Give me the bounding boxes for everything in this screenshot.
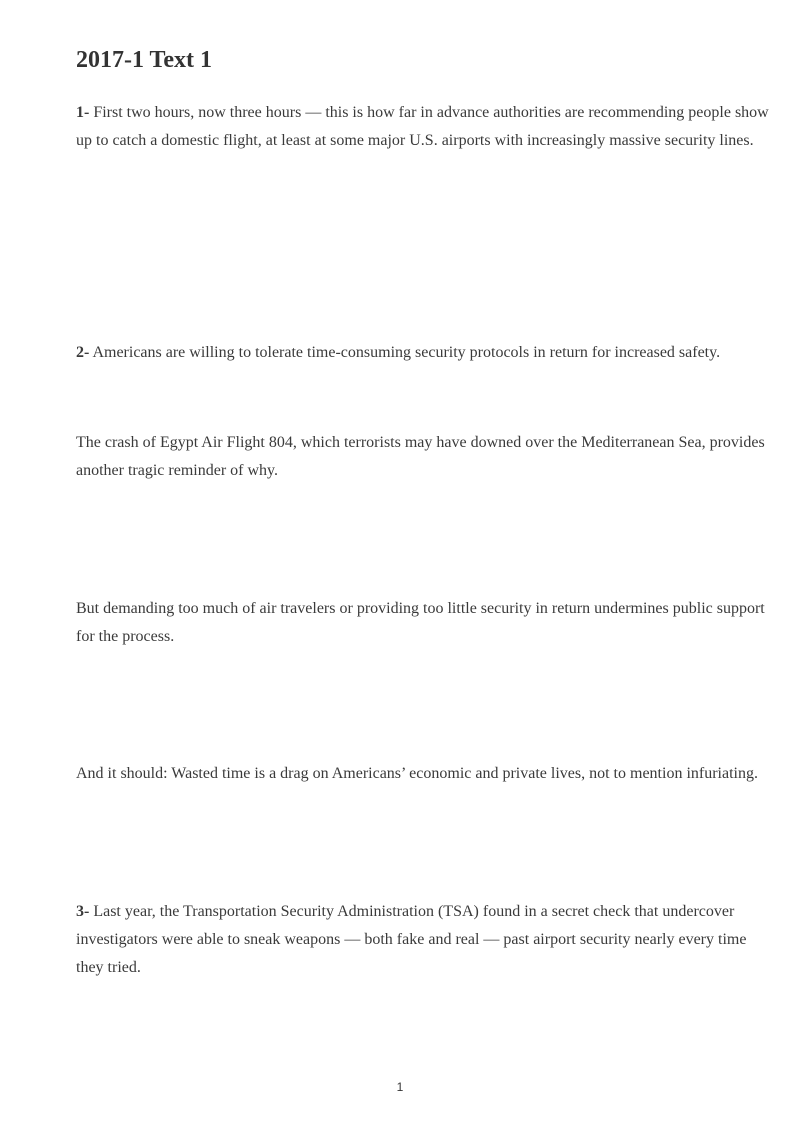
paragraph-text: But demanding too much of air travelers or providing too little security in return undermines public support for the process. [76,600,765,645]
paragraph-1 [76,99,776,155]
document-title: 2017-1 Text 1 [76,47,213,73]
paragraph-text: And it should: Wasted time is a drag on Americans’ economic and private lives, not to mention infuriating. [76,765,758,782]
paragraph-wasted-time [76,760,776,788]
paragraph-2 [76,339,776,367]
page-number: 1 [396,1080,404,1094]
paragraph-text: Last year, the Transportation Security Administration (TSA) found in a secret check that undercover investigators were able to sneak weapons — both fake and real — past airport security nearly every time they tried. [76,903,747,976]
paragraph-3 [76,898,776,982]
paragraph-number: 2- [76,344,90,361]
paragraph-text: The crash of Egypt Air Flight 804, which terrorists may have downed over the Mediterranean Sea, provides another tragic reminder of why. [76,434,765,479]
paragraph-number: 1- [76,104,90,121]
paragraph-text: Americans are willing to tolerate time-consuming security protocols in return for increased safety. [89,344,721,361]
paragraph-number: 3- [76,903,90,920]
paragraph-demanding [76,595,776,651]
paragraph-text: First two hours, now three hours — this is how far in advance authorities are recommending people show up to catch a domestic flight, at least at some major U.S. airports with increasingly massive security lines. [76,104,769,149]
paragraph-egypt-air [76,429,776,485]
